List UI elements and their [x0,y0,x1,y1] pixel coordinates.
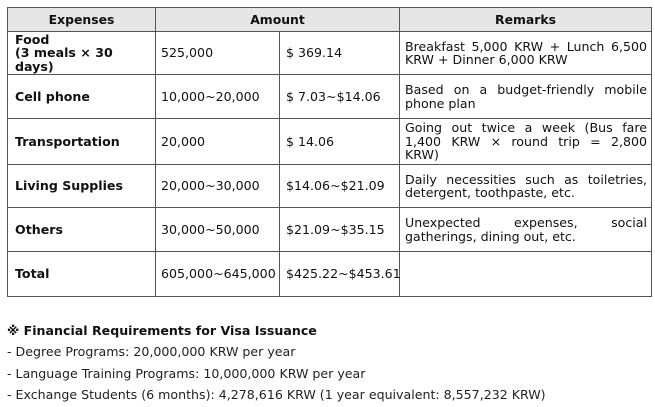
amount-krw-cell: 525,000 [156,32,280,75]
amount-usd-cell: $14.06~$21.09 [280,165,400,208]
expense-sublabel: (3 meals × 30 days) [15,45,113,74]
header-remarks: Remarks [400,8,652,32]
amount-krw-cell: 20,000 [156,119,280,165]
amount-usd-cell: $21.09~$35.15 [280,208,400,252]
visa-requirements-notes [7,320,647,406]
remarks-cell: Unexpected expenses, social gatherings, dining out, etc. [400,208,652,252]
expense-cell [8,32,156,75]
expense-label: Total [8,252,156,297]
amount-usd-cell: $ 14.06 [280,119,400,165]
table-row-others [8,208,652,252]
table-row-food [8,32,652,75]
amount-krw-cell: 10,000~20,000 [156,75,280,119]
header-expenses: Expenses [8,8,156,32]
amount-krw-cell: 20,000~30,000 [156,165,280,208]
table-row-cell-phone [8,75,652,119]
expense-label: Cell phone [8,75,156,119]
remarks-cell: Going out twice a week (Bus fare 1,400 KRW × round trip = 2,800 KRW) [400,119,652,165]
remarks-cell [400,252,652,297]
expense-label: Living Supplies [8,165,156,208]
notes-title: ※ Financial Requirements for Visa Issuance [7,323,317,338]
table-row-living-supplies [8,165,652,208]
amount-usd-cell: $ 7.03~$14.06 [280,75,400,119]
table-row-transportation [8,119,652,165]
amount-usd-cell: $ 369.14 [280,32,400,75]
list-item: - Degree Programs: 20,000,000 KRW per year [7,344,296,360]
expenses-table [7,7,652,297]
table-row-total [8,252,652,297]
remarks-cell: Breakfast 5,000 KRW + Lunch 6,500 KRW + Dinner 6,000 KRW [400,32,652,75]
amount-krw-cell: 30,000~50,000 [156,208,280,252]
list-item: - Exchange Students (6 months): 4,278,616 KRW (1 year equivalent: 8,557,232 KRW) [7,387,546,403]
header-amount: Amount [156,8,400,32]
table-header-row [8,8,652,32]
list-item: - Language Training Programs: 10,000,000 KRW per year [7,365,366,381]
expense-label: Food [15,31,50,47]
remarks-cell: Based on a budget-friendly mobile phone plan [400,75,652,119]
amount-krw-cell: 605,000~645,000 [156,252,280,297]
remarks-cell: Daily necessities such as toiletries, detergent, toothpaste, etc. [400,165,652,208]
amount-usd-cell: $425.22~$453.61 [280,252,400,297]
expense-label: Others [8,208,156,252]
expense-label: Transportation [8,119,156,165]
